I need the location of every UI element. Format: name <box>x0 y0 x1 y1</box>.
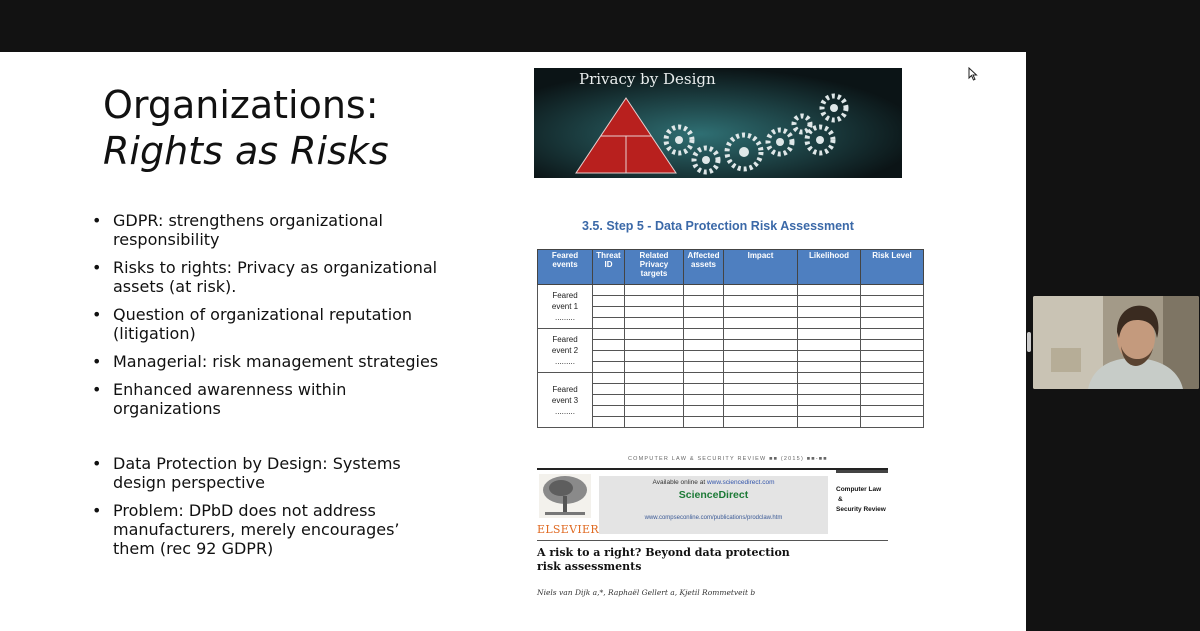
column-header: Likelihood <box>798 250 861 285</box>
table-row <box>538 307 924 318</box>
available-online-text: Available online at www.sciencedirect.com <box>652 479 775 486</box>
column-header: Related Privacy targets <box>625 250 684 285</box>
elsevier-wordmark: ELSEVIER <box>537 523 599 536</box>
table-row <box>538 329 924 340</box>
webcam-video-tile[interactable] <box>1033 296 1199 389</box>
article-bottom-rule <box>537 540 888 541</box>
sciencedirect-logo: ScienceDirect <box>678 489 749 501</box>
table-row <box>538 373 924 384</box>
column-header: Impact <box>724 250 798 285</box>
table-row <box>538 285 924 296</box>
journal-url: www.compseconline.com/publications/prodclaw.htm <box>644 515 783 521</box>
elsevier-logo <box>537 474 599 536</box>
bullet-item: • Data Protection by Design: Systems design perspective <box>92 454 442 492</box>
slide-title-line2: Rights as Risks <box>103 129 389 173</box>
slide-title-line1: Organizations: <box>103 83 379 127</box>
bullet-item: • Question of organizational reputation (litigation) <box>92 305 442 343</box>
table-heading: 3.5. Step 5 - Data Protection Risk Assessment <box>582 219 854 233</box>
split-resize-handle[interactable] <box>1027 332 1031 352</box>
table-row <box>538 384 924 395</box>
feared-event-cell: Feared event 2 ......... <box>538 329 593 373</box>
table-row <box>538 395 924 406</box>
table-row <box>538 318 924 329</box>
elsevier-tree-icon <box>539 474 591 518</box>
bullet-item: • Problem: DPbD does not address manufacturers, merely encourages’ them (rec 92 GDPR) <box>92 501 442 558</box>
privacy-by-design-image <box>534 68 902 178</box>
column-header: Threat ID <box>593 250 625 285</box>
journal-name-box: Computer Law & Security Review <box>836 470 888 553</box>
bullet-item: • Risks to rights: Privacy as organizational assets (at risk). <box>92 258 442 296</box>
column-header: Affected assets <box>684 250 724 285</box>
table-row <box>538 340 924 351</box>
table-row <box>538 417 924 428</box>
journal-running-header: COMPUTER LAW & SECURITY REVIEW ■■ (2015) ■■-■■ <box>628 456 828 462</box>
slide-title <box>103 82 389 174</box>
mouse-pointer-icon <box>968 67 978 81</box>
table-row <box>538 406 924 417</box>
column-header: Risk Level <box>861 250 924 285</box>
window-top-bar <box>0 0 1200 52</box>
column-header: Feared events <box>538 250 593 285</box>
pbd-image-title: Privacy by Design <box>579 70 716 88</box>
participant-video <box>1033 296 1199 389</box>
sciencedirect-banner <box>599 476 828 534</box>
table-row <box>538 362 924 373</box>
article-authors: Niels van Dijk a,*, Raphaël Gellert a, Kjetil Rommetveit b <box>537 588 756 597</box>
bullet-item: • Enhanced awarenness within organizations <box>92 380 442 418</box>
bullet-item: • Managerial: risk management strategies <box>92 352 442 371</box>
bullet-item: • GDPR: strengthens organizational responsibility <box>92 211 442 249</box>
presentation-slide <box>0 52 1026 631</box>
table-header-row <box>538 250 924 285</box>
bullet-list <box>92 211 442 567</box>
table-row <box>538 351 924 362</box>
feared-event-cell: Feared event 3 ......... <box>538 373 593 428</box>
article-title: A risk to a right? Beyond data protection risk assessments <box>537 546 790 573</box>
risk-assessment-table <box>537 249 924 428</box>
table-row <box>538 296 924 307</box>
feared-event-cell: Feared event 1 ......... <box>538 285 593 329</box>
